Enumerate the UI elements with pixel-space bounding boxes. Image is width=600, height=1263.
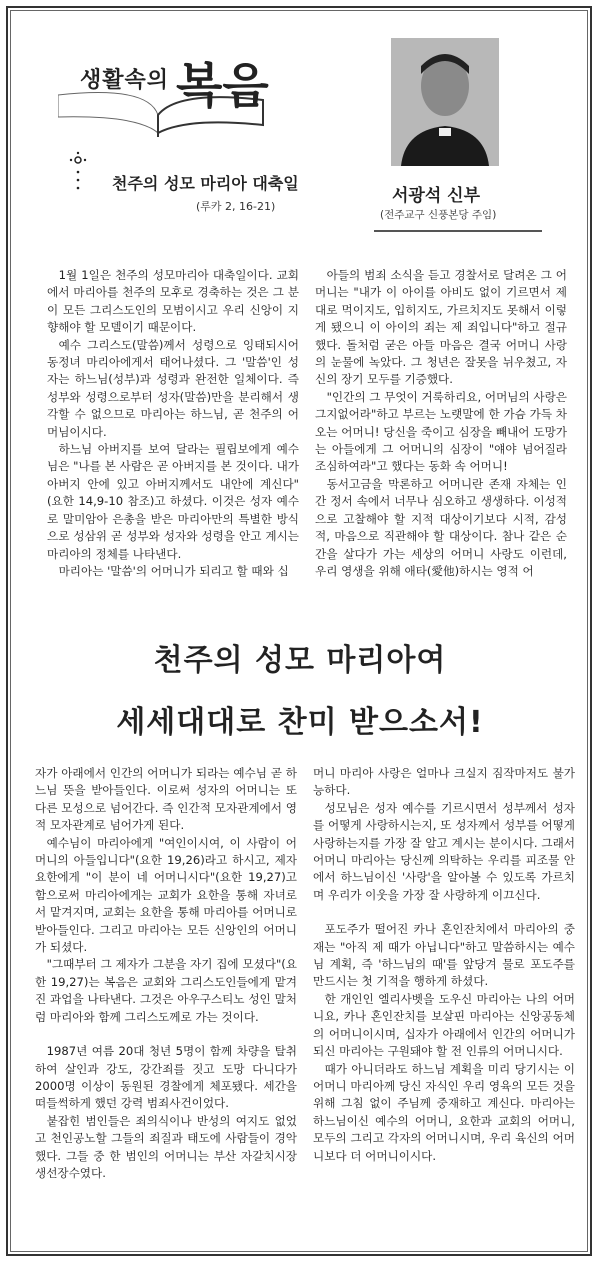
paragraph: "인간의 그 무엇이 거룩하리요, 어머님의 사랑은 그지없어라"하고 부르는 노랫말에 한 가슴 가득 차오는 어머니! 당신을 죽이고 심장을 빼내어 도망가는 아들에게 그 어머니의 심장이 "얘야 넘어질라 조심하여라"고 했다는 동화 속 어머니! — [315, 389, 567, 474]
headline-line-1: 천주의 성모 마리아여 — [153, 643, 447, 678]
headline-line-2: 세세대대로 찬미 받으소서! — [116, 705, 484, 740]
paragraph: 동서고금을 막론하고 어머니란 존재 자체는 인간 정서 속에서 너무나 심오하고 생생하다. 이성적으로 고찰해야 할 지적 대상이기보다 시적, 감성적, 마음으로 직관해야 할 대상이다. 참나 같은 순간을 살다가 가는 세상의 어머니 사랑도 이런데, 우리 영생을 위해 애타(愛他)하시는 영적 어 — [315, 476, 567, 578]
paragraph: 포도주가 떨어진 카나 혼인잔치에서 마리아의 중재는 "아직 제 때가 아닙니다"하고 말씀하시는 예수님 계획, 즉 '하느님의 때'를 앞당겨 물로 포도주를 만드시는 첫 기적을 행하게 하셨다. — [313, 922, 575, 989]
text-column-3 — [35, 765, 297, 1182]
author-photo — [391, 38, 499, 166]
paragraph: 예수 그리스도(말씀)께서 성령으로 잉태되시어 동정녀 마리아에게서 태어나셨다. 그 '말씀'인 성자는 하느님(성부)과 성령과 완전한 일체이다. 즉 성부와 성령으로부터 성자(말씀)만을 분리해서 생각할 수 없으므로 마리아는 하느님, 곧 천주의 어머님이시다. — [47, 337, 299, 439]
text-column-2 — [315, 267, 567, 580]
paragraph: 성모님은 성자 예수를 기르시면서 성부께서 성자를 어떻게 사랑하시는지, 또 성자께서 성부를 어떻게 사랑하는지를 가장 잘 알고 계시는 분이시다. 그래서 어머니 마리아는 당신께 의탁하는 우리를 피조물 안에서 하느님이신 '사랑'을 알아볼 수 있도록 가르치며 우리가 이웃을 가장 잘 사랑하게 이끄신다. — [313, 800, 575, 902]
author-name: 서광석 신부 — [392, 186, 481, 206]
paragraph: 때가 아니더라도 하느님 계획을 미리 당기시는 이 어머니 마리아께 당신 자식인 우리 영육의 모든 것을 위해 그침 없이 주님께 중재하고 계신다. 마리아는 하느님이신 예수의 어머니, 요한과 교회의 어머니, 모두의 그리고 각자의 어머니시며, 우리 육신의 어머니보다 더 어머니이시다. — [313, 1061, 575, 1163]
bullet-dots-icon — [68, 150, 88, 196]
paragraph: 붙잡힌 범인들은 죄의식이나 반성의 여지도 없었고 천인공노할 그들의 죄질과 태도에 사람들이 경악했다. 그들 중 한 범인의 어머니는 부산 자갈치시장 생선장수였다. — [35, 1113, 297, 1180]
text-column-4 — [313, 765, 575, 1165]
paragraph: 1987년 여름 20대 청년 5명이 함께 차량을 탈취하여 살인과 강도, 강간죄를 짓고 도망 다니다가 2000명 이상이 동원된 경찰에게 체포됐다. 세간을 떠들썩하게 했던 강력 범죄사건이었다. — [35, 1044, 297, 1111]
paragraph: "그때부터 그 제자가 그분을 자기 집에 모셨다"(요한 19,27)는 복음은 교회와 그리스도인들에게 맡겨진 과업을 나타낸다. 그것은 아우구스티노 성인 말처럼 마리아와 함께 그리스도께로 가는 것이다. — [35, 957, 297, 1024]
scripture-citation: (루카 2, 16-21) — [196, 200, 276, 213]
paragraph: 머니 마리아 사랑은 얼마나 크실지 짐작마저도 불가능하다. — [313, 766, 575, 798]
text-column-1 — [47, 267, 299, 580]
paragraph: 아들의 범죄 소식을 듣고 경찰서로 달려온 그 어머니는 "내가 이 아이를 아비도 없이 기르면서 제대로 먹이지도, 입히지도, 가르치지도 못해서 이렇게 됐으니 이 아이의 죄는 제 죄입니다"하고 절규했다. 돌처럼 굳은 아들 마음은 결국 어머니 사랑의 눈물에 녹았다. 그 청년은 잘못을 뉘우쳤고, 자신의 장기 모두를 기증했다. — [315, 268, 567, 387]
author-affiliation: (전주교구 신풍본당 주임) — [380, 209, 497, 221]
paragraph: 한 개인인 엘리사벳을 도우신 마리아는 나의 어머니요, 카나 혼인잔치를 보살핀 마리아는 신앙공동체의 어머니이시며, 십자가 아래에서 인간의 어머니가 되신 마리아는 구원돼야 할 전 인류의 어머니시다. — [313, 991, 575, 1059]
paragraph: 예수님이 마리아에게 "여인이시여, 이 사람이 어머니의 아들입니다"(요한 19,26)라고 하시고, 제자 요한에게 "이 분이 네 어머니시다"(요한 19,27)고 함으로써 마리아에게는 교회가 요한을 통해 자녀로서 맡겨지며, 교회는 요한을 통해 마리아를 어머니로 받아들인다. 그리고 마리아는 모든 신앙인의 어머니가 되셨다. — [35, 835, 297, 955]
column-name-big: 복음 — [176, 58, 269, 114]
paragraph: 자가 아래에서 인간의 어머니가 되라는 예수님 곧 하느님 뜻을 받아들인다. 이로써 성자의 어머니는 또 다른 모성으로 넘어간다. 즉 인간적 모자관계에서 영적 모자관계로 넘어가게 된다. — [35, 766, 297, 833]
paragraph: 1월 1일은 천주의 성모마리아 대축일이다. 교회에서 마리아를 천주의 모후로 경축하는 것은 그 분이 모든 그리스도인의 모범이시고 우리 신앙이 지향해야 할 모델이기 때문이다. — [47, 268, 299, 335]
column-logo — [58, 55, 288, 145]
author-divider — [374, 230, 542, 232]
paragraph: 하느님 아버지를 보여 달라는 필립보에게 예수님은 "나를 본 사람은 곧 아버지를 본 것이다. 내가 아버지 안에 있고 아버지께서도 내안에 계신다"(요한 14,9-10 참조)고 하셨다. 이것은 성자 예수로 말미암아 은총을 받은 마리아만의 특별한 방식으로 성삼위 곧 성부와 성자와 성령을 안고 계시는 마리아의 정체를 나타낸다. — [47, 442, 299, 561]
column-name-small: 생활속의 — [80, 67, 170, 93]
article-title: 천주의 성모 마리아 대축일 — [112, 174, 299, 193]
paragraph: 마리아는 '말씀'의 어머니가 되리고 할 때와 십 — [58, 563, 289, 578]
